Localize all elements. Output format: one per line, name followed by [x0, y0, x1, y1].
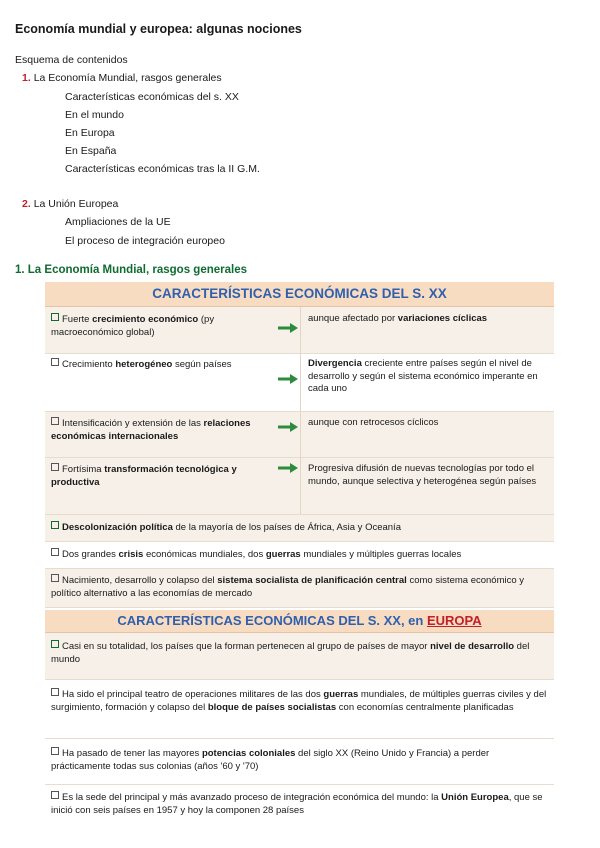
table-row: [45, 458, 554, 515]
outline-label: La Economía Mundial, rasgos generales: [33, 72, 222, 84]
table-row: [45, 785, 554, 827]
cell-text: según países: [172, 359, 232, 370]
row-right-cell: [308, 358, 548, 396]
right-arrow-icon: [278, 422, 298, 432]
page-title: Economía mundial y europea: algunas nociones: [15, 22, 302, 36]
cell-text: del mundo: [51, 641, 530, 665]
outline-subitem: El proceso de integración europeo: [65, 235, 225, 247]
header-europa-text: EUROPA: [426, 613, 482, 628]
cell-bold-text: Unión Europea: [441, 792, 509, 803]
cell-bold-text: bloque de países socialistas: [207, 701, 337, 713]
europe-characteristics-table: [45, 610, 554, 827]
checkbox-icon: [51, 313, 59, 321]
cell-bold-text: crecimiento económico: [92, 314, 199, 325]
outline-subitem: Ampliaciones de la UE: [65, 216, 171, 228]
column-divider: [300, 354, 301, 411]
column-divider: [300, 307, 301, 353]
checkbox-icon: [51, 417, 59, 425]
cell-bold-text: Divergencia: [308, 358, 362, 369]
cell-text: Fuerte: [62, 314, 93, 325]
cell-text: , que se inició con seis países en 1957 y hoy la componen 28 países: [51, 792, 543, 816]
cell-text: Es la sede del principal y más avanzado proceso de integración económica del mundo: la: [62, 792, 442, 803]
cell-bold-text: relaciones económicas internacionales: [51, 418, 251, 442]
cell-text: Progresiva difusión de nuevas tecnologías por todo el mundo, aunque selectiva y heterogénea según países: [308, 463, 537, 487]
row-full-cell: [51, 791, 548, 817]
table-row: [45, 569, 554, 608]
cell-bold-text: Descolonización política: [62, 522, 173, 533]
cell-text: Ha pasado de tener las mayores: [62, 748, 202, 759]
cell-bold-text: transformación tecnológica y productiva: [51, 464, 237, 488]
header-text: CARACTERÍSTICAS ECONÓMICAS DEL S. XX, en: [117, 613, 427, 628]
checkbox-icon: [51, 747, 59, 755]
column-divider: [300, 458, 301, 514]
cell-text: creciente entre países según el nivel de desarrollo y según el sistema económico imperante en cada uno: [308, 358, 538, 394]
table-header: [45, 610, 554, 633]
checkbox-icon: [51, 791, 59, 799]
characteristics-table: [45, 282, 554, 608]
outline-item-1: [22, 72, 222, 84]
checkbox-icon: [51, 521, 59, 529]
cell-text: como sistema económico y político alternativo a las economías de mercado: [51, 575, 525, 599]
outline-number: 2.: [22, 198, 31, 210]
row-right-cell: [308, 313, 548, 326]
table-row: [45, 680, 554, 739]
table-row: [45, 354, 554, 412]
cell-text: Dos grandes: [62, 549, 119, 560]
checkbox-icon: [51, 463, 59, 471]
row-full-cell: [51, 747, 548, 773]
cell-bold-text: sistema socialista de planificación central: [217, 575, 407, 586]
outline-subitem: En Europa: [65, 127, 115, 139]
right-arrow-icon: [278, 374, 298, 384]
cell-bold-text: heterogéneo: [115, 359, 173, 370]
table-row: [45, 633, 554, 680]
outline-subitem: En el mundo: [65, 109, 124, 121]
cell-text: con economías centralmente planificadas: [336, 701, 514, 713]
cell-text: mundiales y múltiples guerras locales: [300, 549, 462, 560]
cell-text: Ha sido el principal teatro de operaciones militares de las dos: [62, 689, 324, 700]
checkbox-icon: [51, 640, 59, 648]
checkbox-icon: [51, 574, 59, 582]
cell-text: económicas mundiales, dos: [143, 549, 266, 560]
row-full-cell: [51, 574, 548, 600]
table-row: [45, 542, 554, 569]
row-full-cell: [51, 688, 548, 714]
checkbox-icon: [51, 358, 59, 366]
cell-text: Nacimiento, desarrollo y colapso del: [62, 575, 218, 586]
cell-bold-text: guerras: [323, 689, 359, 700]
outline-subitem: En España: [65, 145, 117, 157]
row-right-cell: [308, 417, 548, 430]
cell-text: (py macroeconómico global): [51, 314, 215, 338]
outline-label: La Unión Europea: [33, 198, 119, 210]
cell-text: Casi en su totalidad, los países que la forman pertenecen al grupo de países de mayor: [62, 641, 431, 652]
cell-text: aunque afectado por: [308, 313, 398, 324]
row-full-cell: [51, 521, 548, 535]
outline-item-2: [22, 198, 118, 210]
table-row: [45, 515, 554, 542]
row-right-cell: [308, 463, 548, 488]
section-title: 1. La Economía Mundial, rasgos generales: [15, 264, 247, 276]
row-full-cell: [51, 548, 548, 562]
table-header: CARACTERÍSTICAS ECONÓMICAS DEL S. XX: [45, 282, 554, 307]
row-full-cell: [51, 640, 548, 666]
row-left-cell: [51, 313, 276, 339]
cell-text: Crecimiento: [62, 359, 116, 370]
outline-heading: Esquema de contenidos: [15, 54, 128, 66]
cell-text: Intensificación y extensión de las: [62, 418, 204, 429]
table-row: [45, 739, 554, 785]
column-divider: [300, 412, 301, 457]
table-row: [45, 307, 554, 354]
cell-bold-text: nivel de desarrollo: [430, 641, 515, 652]
cell-bold-text: crisis: [118, 549, 144, 560]
table-row: [45, 412, 554, 458]
checkbox-icon: [51, 548, 59, 556]
right-arrow-icon: [278, 463, 298, 473]
row-left-cell: [51, 417, 276, 443]
outline-subitem: Características económicas del s. XX: [65, 91, 239, 103]
checkbox-icon: [51, 688, 59, 696]
row-left-cell: [51, 463, 276, 489]
cell-bold-text: variaciones cíclicas: [397, 313, 488, 324]
right-arrow-icon: [278, 323, 298, 333]
cell-text: aunque con retrocesos cíclicos: [308, 417, 439, 428]
cell-text: del siglo XX (Reino Unido y Francia) a perder prácticamente todas sus colonias (años '60 y '70): [51, 748, 490, 772]
cell-bold-text: potencias coloniales: [201, 748, 296, 759]
cell-bold-text: guerras: [265, 549, 301, 560]
outline-number: 1.: [22, 72, 31, 84]
cell-text: de la mayoría de los países de África, Asia y Oceanía: [172, 522, 401, 533]
row-left-cell: [51, 358, 276, 372]
cell-text: Fortísima: [62, 464, 105, 475]
outline-subitem: Características económicas tras la II G.M.: [65, 163, 260, 175]
cell-text: mundiales, de múltiples guerras civiles y del surgimiento, formación y colapso del: [51, 689, 547, 713]
